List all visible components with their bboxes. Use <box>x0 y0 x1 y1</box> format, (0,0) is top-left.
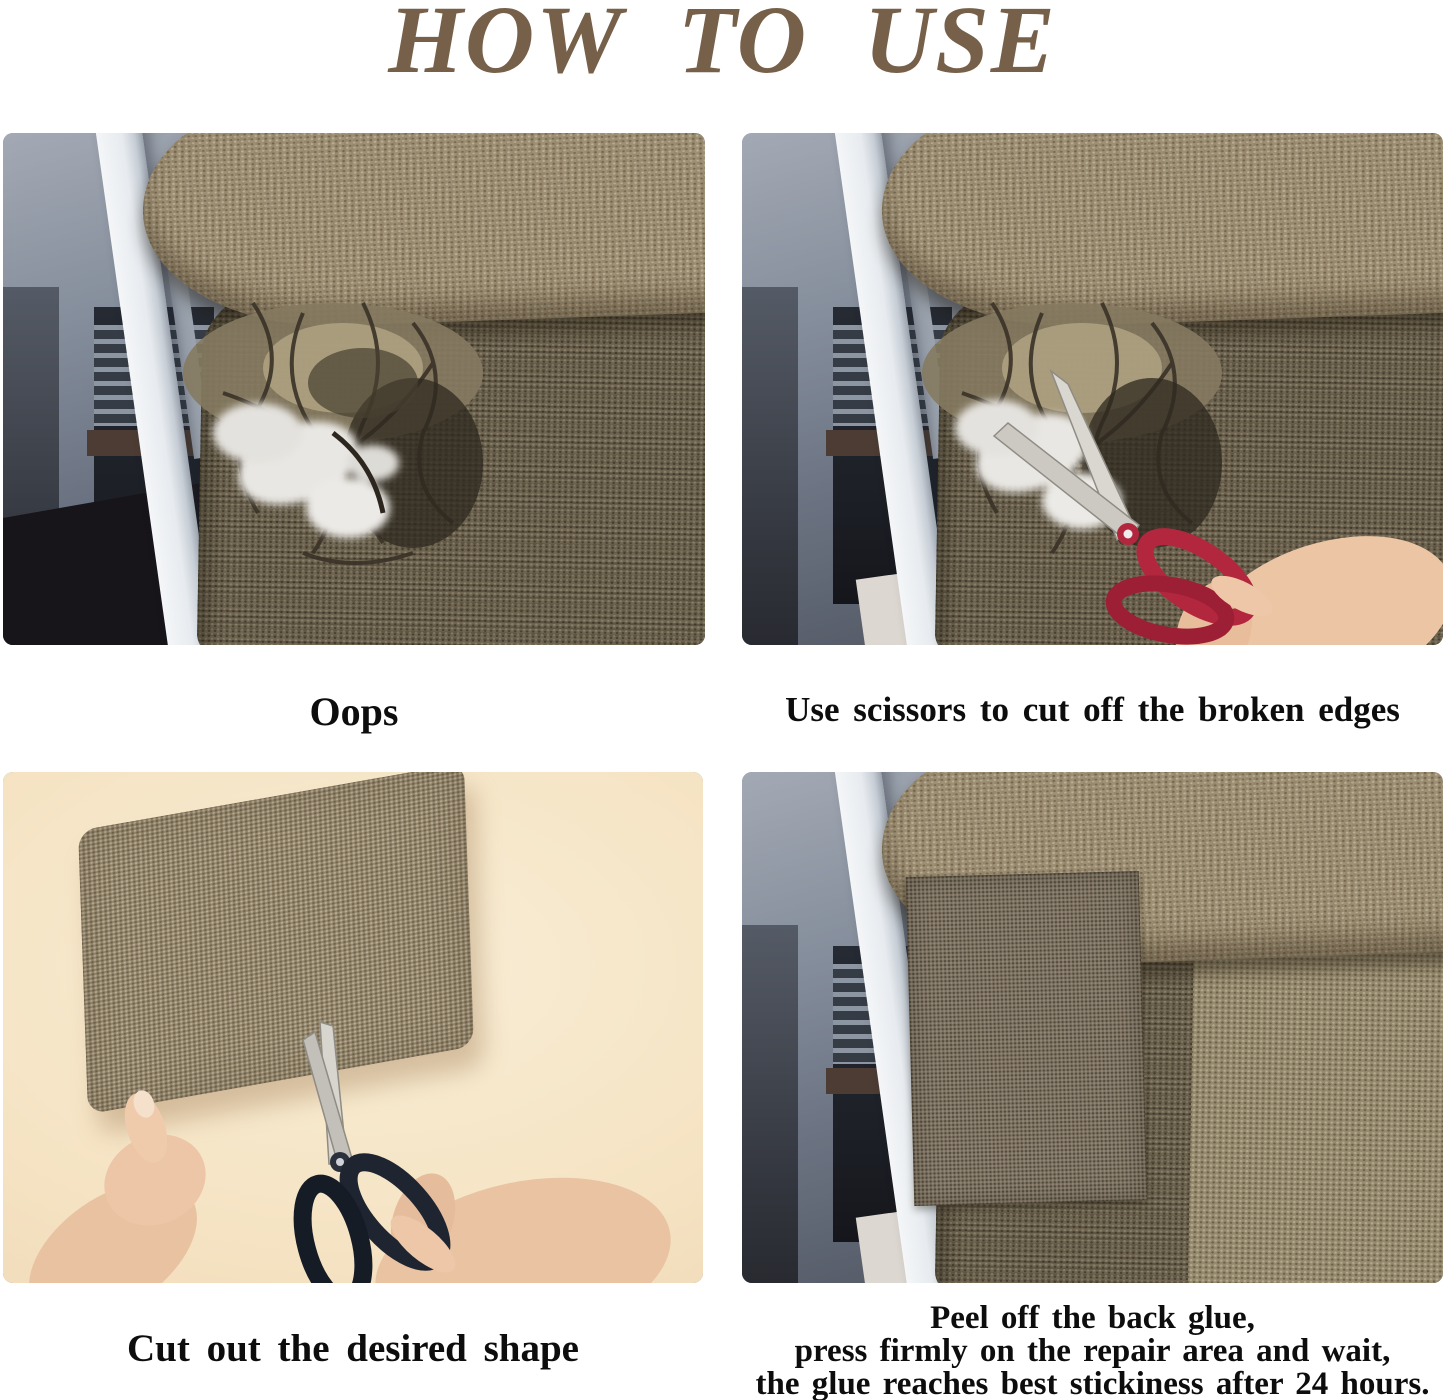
patched-couch-scene <box>742 772 1443 1283</box>
couch-scene <box>3 133 705 645</box>
caption-step1: Oops <box>309 689 399 734</box>
photo-step4-patched-couch <box>742 772 1443 1283</box>
applied-repair-patch <box>906 871 1148 1206</box>
caption-step2: Use scissors to cut off the broken edges <box>785 690 1400 729</box>
curtain <box>742 925 798 1283</box>
couch-side-fabric <box>1187 902 1443 1283</box>
patch-cutting-scene <box>3 772 703 1283</box>
caption-step4-line2: press firmly on the repair area and wait, <box>794 1333 1391 1369</box>
photo-step3-cut-patch <box>3 772 703 1283</box>
red-scissors-and-hand <box>742 133 1443 645</box>
couch-scene <box>742 133 1443 645</box>
hands-and-scissors <box>3 772 703 1283</box>
caption-step4 <box>742 1302 1443 1400</box>
caption-step3: Cut out the desired shape <box>127 1327 579 1370</box>
caption-step4-line1: Peel off the back glue, <box>930 1300 1255 1336</box>
page-title: HOW TO USE <box>388 0 1057 93</box>
caption-step4-line3: the glue reaches best stickiness after 24 hours. <box>755 1366 1430 1400</box>
photo-step2-cut-broken-edges <box>742 133 1443 645</box>
torn-fabric-with-stuffing <box>3 133 705 645</box>
photo-step1-damaged-couch <box>3 133 705 645</box>
